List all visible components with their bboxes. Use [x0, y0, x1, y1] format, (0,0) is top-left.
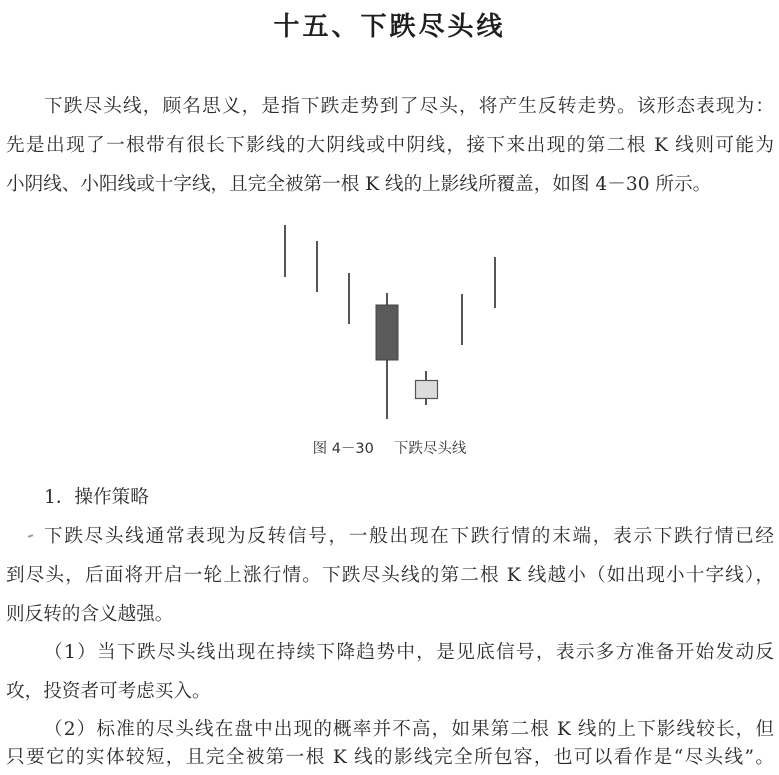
figure-number: 图 4－30 [312, 441, 374, 457]
strategy-para1-line-2: 到尽头，后面将开启一轮上涨行情。下跌尽头线的第二根 K 线越小（如出现小十字线）， [6, 565, 774, 586]
strategy-para1-line-3: 则反转的含义越强。 [6, 604, 174, 625]
strategy-para2-line-2: 攻，投资者可考虑买入。 [6, 681, 211, 702]
figure-caption-text: 下跌尽头线 [393, 441, 467, 457]
strategy-para1-line-1: 下跌尽头线通常表现为反转信号，一般出现在下跌行情的末端，表示下跌行情已经 [44, 526, 774, 547]
section-title: 十五、下跌尽头线 [273, 12, 506, 42]
strategy-para3-line-2: 只要它的实体较短，且完全被第一根 K 线的影线完全所包容，也可以看作是“尽头线”。 [6, 747, 774, 768]
scan-mark [28, 534, 33, 538]
big-bearish-candle-body [376, 305, 398, 360]
intro-line-1: 下跌尽头线，顾名思义，是指下跌走势到了尽头，将产生反转走势。该形态表现为： [44, 96, 774, 117]
strategy-heading: 1．操作策略 [44, 487, 149, 508]
small-candle-body [416, 381, 438, 399]
strategy-para3-line-1: （2）标准的尽头线在盘中出现的概率并不高，如果第二根 K 线的上下影线较长，但 [44, 719, 774, 740]
intro-line-2: 先是出现了一根带有很长下影线的大阴线或中阴线，接下来出现的第二根 K 线则可能为 [6, 135, 774, 156]
strategy-para2-line-1: （1）当下跌尽头线出现在持续下降趋势中，是见底信号，表示多方准备开始发动反 [44, 642, 774, 663]
intro-line-3: 小阴线、小阳线或十字线，且完全被第一根 K 线的上影线所覆盖，如图 4－30 所示。 [6, 174, 712, 195]
figure-caption [0, 437, 779, 458]
shadow-lines [285, 225, 495, 419]
